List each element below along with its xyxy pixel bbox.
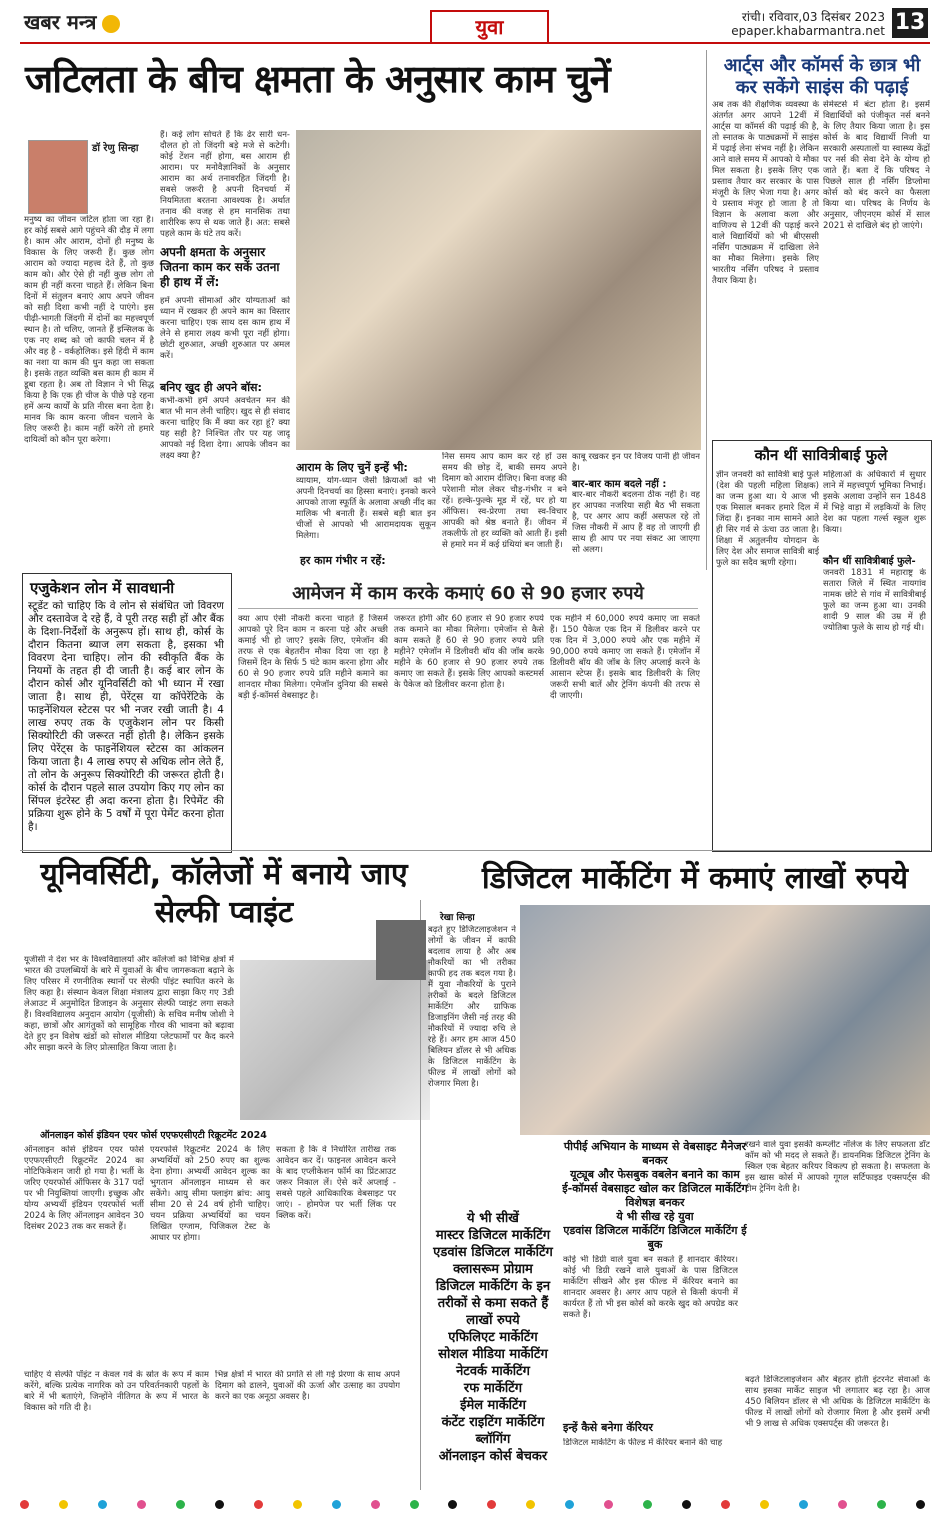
main-col-3: व्यायाम, योग-ध्यान जैसी क्रियाओं को भी अपनी दिनचर्या का हिस्सा बनाएं। इनको करने आपको ताजा स्फूर्ति के अलावा अच्छी नींद का मालिक भी बनाती हैं। सबसे बड़ी बात इन चीजों से आपको भी आरामदायक सुकून मिलेगा।: [296, 476, 436, 541]
author-photo: [28, 140, 88, 214]
loan-body: स्टूडेंट को चाहिए कि वे लोन से संबंधित जो विवरण और दस्तावेज दे रहे हैं, वे पूरी तरह सही हों और बैंक के दिशा-निर्देशों के अनुरूप हों। साथ ही, कोर्स के दौरान कितना ब्याज लग सकता है, इसका भी विवरण देना चाहिए। लोन की स्वीकृति बैंक के नियमों के तहत ही दी जाती है। कई बार लोन के दौरान कोर्स और यूनिवर्सिटी को भी ध्यान में रखा जाता है। साथ ही, पेरेंट्स या कॉपेरेंटिके के फाइनेंशियल स्टेटस पर भी नजर रखी जाती है। 4 लाख रुपए तक के एजुकेशन लोन पर किसी सिक्योरिटी की जरूरत नहीं होती है। लेकिन इसके लिए पेरेंट्स के फाइनेंशियल स्टेटस का आंकलन किया जाता है। 4 लाख रुपए से अधिक लोन लेते हैं, तो लोन के अनुरूप सिक्योरिटी की जरूरत होती है। कोर्स के दौरान पहले साल उपयोग किए गए लोन का सिंपल इंटरेस्ट ही अदा करना होता है। रिपेमेंट की प्रक्रिया शुरू होने के 5 वर्षों में पूरा पेमेंट करना होता है।: [28, 600, 224, 833]
amazon-col-1: क्या आप ऐसी नौकरी करना चाहते हैं जिसमें आपको पूरे दिन काम न करना पड़े और अच्छी कमाई भी हो जाए? इसके लिए, एमेजॉन की तरफ से एक बेहतरीन मौका दिया जा रहा है जिसमें दिन के सिर्फ 5 घंटे काम करना होगा और 60 से 90 हजार रुपये प्रति महीने कमाने का शानदार मौका मिलेगा। एमेजॉन दुनिया की सबसे बड़ी ई-कॉमर्स वेबसाइट है।: [238, 614, 388, 701]
selfie-footer-col-1: चाहिए ये सेल्फी पॉइंट न केवल गर्व के स्रोत के रूप में काम करेंगे, बल्कि प्रत्येक नागरिक को उन परिवर्तनकारी पहलों के बारे में भी बताएंगे, जिन्होंने नीतिगत के रूप में भारत के विकास को गति दी है।: [24, 1370, 209, 1413]
caption-line-4: ये भी सीख रहे युवा: [616, 1210, 694, 1223]
registration-dot: [98, 1500, 107, 1509]
registration-dot: [565, 1500, 574, 1509]
subhead-capacity: अपनी क्षमता के अनुसार जितना काम कर सकें उतना ही हाथ में लें:: [160, 245, 280, 289]
column-divider-2: [420, 900, 421, 1490]
selfie-girl-photo: [240, 960, 430, 1120]
registration-dot: [877, 1500, 886, 1509]
digital-byline: रेखा सिन्हा: [440, 913, 475, 923]
subhead-rest: आराम के लिए चुनें इन्हें भी:: [296, 461, 408, 474]
side-col-1: अब तक की शैक्षणिक व्यवस्था के अंतर्गत अगर आपने 12वीं में आर्ट्स या कॉमर्स की पढ़ाई की है, तो स्नातक के पाठ्यक्रमों में साइंस में पढ़ाई लेना संभव नहीं है। लेकिन आने वाले समय में आपको ये मौका मिल सकता है। इसके लिए एक प्रस्ताव तैयार कर सरकार के पास मंजूरी के लिए भेजा गया है। अगर ये प्रस्ताव मंजूर हो जाता है तो विज्ञान के अलावा कला और वाणिज्य से 12वीं की पढ़ाई करने वाले विद्यार्थियों को भी बीएससी नर्सिंग पाठ्यक्रम में दाखिला लेने का मौका मिलेगा। इसके लिए भारतीय नर्सिंग परिषद ने प्रस्ताव तैयार किया है।: [712, 100, 819, 286]
page-number: 13: [892, 8, 928, 38]
amazon-col-2: जरूरत होगी और 60 हजार से 90 हजार रुपये तक कमाने का मौका मिलेगा। एमेजॉन से कैसे काम सकते हैं 60 से 90 हजार रुपये प्रति महीने? एमेजॉन में डिलीवरी बॉय की जॉब करके महीने के 60 हजार से 90 हजार रुपये तक कमाए जा सकते हैं। इसके लिए आपको कस्टमर्स के पैकेज को डिलीवर करना होता है।: [394, 614, 544, 690]
main-col-5b: बार-बार नौकरी बदलना ठीक नहीं है। वह हर आपका नजरिया सही बैठ भी सकता है, पर अगर आप कहीं असफल रहे तो जिस नौकरी में आप हैं वह तो जाएगी ही साथ ही आप पर नया संकट आ जाएगा सो अलग।: [572, 490, 700, 555]
registration-dot: [59, 1500, 68, 1509]
main-col-2b: हमें अपनी सीमाओं और योग्यताओं को ध्यान में रखकर ही अपने काम का विस्तार करना चाहिए। एक साथ दस काम हाथ में लेने से हमारा लक्ष्य कभी पूरा नहीं होगा। छोटी शुरुआत, अच्छी शुरुआत पर अमल करें।: [160, 296, 290, 361]
dateline: [680, 10, 885, 38]
registration-dot: [760, 1500, 769, 1509]
students-laptop-photo: [296, 130, 701, 450]
main-col-5: काबू रखकर इन पर विजय पानी ही जीवन है।: [572, 452, 700, 473]
selfie-body: यूजीसी ने देश भर के विश्वविद्यालयों और कॉलेजों को विभिन्न क्षेत्रों में भारत की उपलब्धियों के बारे में युवाओं के बीच जागरूकता बढ़ाने के लिए परिसर में रणनीतिक स्थानों पर सेल्फी पॉइंट स्थापित करने के लिए कहा है। संस्थान केवल शिक्षा मंत्रालय द्वारा साझा किए गए 3डी लेआउट में अनुमोदित डिजाइन के अनुसार सेल्फी प्वाइंट लगा सकते हैं। विश्वविद्यालय अनुदान आयोग (यूजीसी) के सचिव मनीष जोशी ने कहा, छात्रों और आगंतुकों को सामूहिक गौरव की भावना को बढ़ावा देते हुए इन विशेष खंडों को सोशल मीडिया प्लेटफार्मों पर कैद करने और साझा करने के लिए प्रोत्साहित किया जाता है।: [24, 955, 234, 1053]
site-link[interactable]: epaper.khabarmantra.net: [731, 24, 885, 38]
list-item: सोशल मीडिया मार्केटिंग: [438, 1347, 548, 1362]
caption-title: पीपीई अभियान के माध्यम से वेबसाइट मैनेजर बनकर: [563, 1140, 747, 1167]
registration-dot: [799, 1500, 808, 1509]
side-col-2: सेमेस्टर्स में बंटा होता है। इसमें विद्यार्थियों को पंजीकृत नर्स बनने के लिए तैयार किया जाता है। इस कोर्स के बाद विद्यार्थी निजी या सरकारी अस्पतालों या स्वास्थ्य केंद्रों पर नर्स की सेवा देने के योग्य हो जाते हैं। बता दें कि परिषद ने पिछले साल ही नर्सिंग डिप्लोमा कोर्स को बंद करने का फैसला किया था। परिषद के निर्णय के अनुसार, जीएनएम कोर्स में साल 2021 से दाखिले बंद हो जाएंगे।: [823, 100, 930, 231]
logo-emblem-icon: [102, 15, 120, 33]
registration-dot: [916, 1500, 925, 1509]
registration-dot: [254, 1500, 263, 1509]
digital-col-3: रखने वाले युवा इसकी कम्प्लीट नॉलेज के लिए सफलता डॉट कॉम को भी मदद ले सकते हैं। डायनमिक डिजिटल ट्रेनिंग के स्किल एक बेहतर करियर विकल्प हो सकता है। सफलता के इस खास कोर्स में आपको गूगल सर्टिफाइड एक्सपर्ट्स की टीम ट्रेनिंग देती है।: [745, 1140, 930, 1194]
list-item: मास्टर डिजिटल मार्केटिंग: [435, 1228, 551, 1243]
registration-dot: [838, 1500, 847, 1509]
main-col-4: निस समय आप काम कर रहे हों उस समय की छोड़ दें, बाकी समय अपने दिमाग को आराम दीजिए। बिना वजह की परेशानी मोल लेकर चौड़-गंभीर न बने रहें। हल्के-फुल्के मूड में रहें, घर हो या ऑफिस। स्व-प्रेरणा तथा स्व-विचार आपकी को श्रेष्ठ बनाते हैं। जीवन में तकलीफें तो हर व्यक्ति को आती हैं। इसी से हमारे मन में कई ग्रंथियां बन जाती हैं।: [442, 452, 567, 550]
list-item: ईमेल मार्केटिंग: [460, 1398, 526, 1413]
airforce-col-3: सकता है कि वे निर्धारित तारीख तक आवेदन कर दें। फाइनल आवेदन करने के बाद एप्लीकेशन फॉर्म का प्रिंटआउट जरूर निकाल लें। ऐसे करें अप्लाई - सबसे पहले आधिकारिक वेबसाइट पर जाएं। - होमपेज पर भर्ती लिंक पर क्लिक करें।: [276, 1145, 396, 1221]
registration-dot: [448, 1500, 457, 1509]
subhead-boss: बनिए खुद ही अपने बॉस:: [160, 381, 262, 394]
list-item: डिजिटल मार्केटिंग के इन तरीकों से कमा सकते हैं लाखों रुपये: [435, 1279, 551, 1328]
students-crowd-photo: [520, 905, 930, 1135]
date-text: रांची। रविवार,03 दिसंबर 2023: [741, 10, 885, 24]
list-item: ब्लॉगिंग: [475, 1432, 511, 1447]
registration-dot: [332, 1500, 341, 1509]
selfie-headline: यूनिवर्सिटी, कॉलेजों में बनाये जाए सेल्फी प्वाइंट: [40, 857, 408, 930]
loan-title: एजुकेशन लोन में सावधानी: [30, 579, 175, 597]
airforce-col-1: ऑनलाइन कोर्स इंडियन एयर फोर्स एएफएसीएटी रिक्रूटमेंट 2024 का नोटिफिकेशन जारी हो गया है। भर्ती के जरिए एयरफोर्स ऑफिसर के 317 पदों पर भी नियुक्तियां जाएगी। इच्छुक और योग्य अभ्यर्थी इंडियन एयरफोर्स भर्ती 2024 के लिए ऑनलाइन आवेदन 30 दिसंबर 2023 तक कर सकते हैं।: [24, 1145, 144, 1232]
registration-dot: [410, 1500, 419, 1509]
list-item: एफिलिएट मार्केटिंग: [448, 1330, 538, 1345]
registration-dot: [20, 1500, 29, 1509]
masthead-logo: खबर मन्त्र: [24, 8, 120, 35]
amazon-col-3: एक महीने में 60,000 रुपये कमाए जा सकते हैं। 150 पैकेज एक दिन में डिलीवर करने पर एक दिन में 3,000 रुपये और एक महीने में 90,000 रुपये कमाए जा सकते हैं। एमेजॉन में डिलीवरी बॉय की जॉब के लिए अप्लाई करने के आसान स्टेप्स हैं। इसके बाद डिलीवरी के लिए जरूरी सभी बातें और ट्रेनिंग कंपनी की तरफ से दी जाएगी।: [550, 614, 700, 701]
selfie-footer-col-2: भिन्न क्षेत्रों में भारत की प्रगति से ली गई प्रेरणा के साथ अपने दिमाग को ढालने, युवाओं की ऊर्जा और उत्साह का उपयोग करने का एक अनूठा अवसर है।: [215, 1370, 400, 1402]
registration-dot: [682, 1500, 691, 1509]
main-col-1: मनुष्य का जीवन जटिल होता जा रहा है। हर कोई सबसे आगे पहुंचने की दौड़ में लगा है। काम और आराम, दोनों ही मनुष्य के विकास के लिए जरूरी हैं। कुछ लोग आराम को ज्यादा महत्त्व देते हैं, तो कुछ काम को। और ऐसे ही नहीं कुछ लोग तो काम ही नहीं करना चाहते हैं। लेकिन बिना दिनों में संतुलन बनाएं आप अपने जीवन को सही दिशा कभी नहीं दे पाएंगे। इस पीढ़ी-भागती जिंदगी में दोनों का महत्त्वपूर्ण स्थान है। तो चलिए, जानते हैं इन्सिलक के एक नए शब्द को जो काफी चलन में है और वह है - वर्कहोलिक। इसे हिंदी में काम का नशा या काम की धुन कहा जा सकता है। इसके तहत व्यक्ति बस काम ही काम में डूबा रहता है। अब तो विज्ञान ने भी सिद्ध किया है कि एक ही चीज के पीछे पड़े रहना हमें अन्य कार्यों के प्रति नीरस बना देता है। मानव कि काम करना जीवन चलाने के लिए जरूरी है। काम नहीं करेंगे तो हमारे दायित्वों को कौन पूरा करेगा।: [24, 215, 154, 445]
registration-dot: [215, 1500, 224, 1509]
registration-dot: [526, 1500, 535, 1509]
section-divider: [20, 850, 930, 851]
learn-list: [428, 1210, 558, 1465]
digital-caption: [560, 1140, 750, 1252]
list-item: ऑनलाइन कोर्स बेचकर: [438, 1449, 548, 1464]
registration-dot: [643, 1500, 652, 1509]
airforce-col-2: एयरफोर्स रिक्रूटमेंट 2024 के लिए अभ्यर्थियों को 250 रुपए का शुल्क देना होगा। अभ्यर्थी आवेदन शुल्क का भुगतान ऑनलाइन माध्यम से कर सकेंगे। आयु सीमा फ्लाइंग ब्रांच: आयु सीमा 20 से 24 वर्ष होनी चाहिए। चयन प्रक्रिया अभ्यर्थियों का चयन लिखित एग्जाम, पिजिकल टेस्ट के आधार पर होगा।: [150, 1145, 270, 1243]
digital-col-2: कोई भी डिग्री वाले युवा बन सकते हैं शानदार कॅरियर। कोई भी डिग्री रखने वाले युवाओं के पास डिजिटल मार्केटिंग सीखने और इस फील्ड में कॅरियर बनाने का शानदार अवसर है। अगर आप पहले से किसी कंपनी में कार्यरत हैं तो भी इस कोर्स को करके खुद को अपग्रेड कर सकते हैं।: [563, 1255, 738, 1320]
caption-line-5: एडवांस डिजिटल मार्केटिंग डिजिटल मार्केटिंग ई बुक: [563, 1224, 747, 1251]
main-headline: जटिलता के बीच क्षमता के अनुसार काम चुनें: [25, 57, 610, 101]
digital-col-1: बढ़ते हुए डिजिटलाइजेशन ने लोगों के जीवन में काफी बदलाव लाया है और अब नौकरियों का भी तरीका काफी हद तक बदल गया है। मैं युवा नौकरियों के पुराने तरीकों के बदले डिजिटल मार्केटिंग और ग्राफिक डिजाइनिंग जैसी नई तरह की नौकरियों में ज्यादा रुचि ले रहे हैं। अगर हम आज 450 बिलियन डॉलर से भी अधिक के डिजिटल मार्केटिंग के फील्ड में लाखों लोगों को रोजगार मिला है।: [428, 925, 516, 1089]
main-col-2: हैं। कई लोग सोचते हैं कि ढेर सारी धन-दौलत हो तो जिंदगी बड़े मजे से कटेगी। कोई टेंशन नहीं होगा, बस आराम ही आराम। पर मनोवैज्ञानिकों के अनुसार आराम का अर्थ तनावरहित जिंदगी है। सबसे जरूरी है अपनी दिनचर्या में नियमितता बरतना आवश्यक है। अर्थात तनाव की वजह से हम मानसिक तथा शारीरिक रूप से थक जाते हैं। अत: सबसे पहले काम के घंटे तय करें।: [160, 130, 290, 239]
author-photo-digital: [376, 920, 426, 980]
savitribai-subhead: कौन थीं सावित्रीबाई फुले-: [823, 556, 916, 567]
registration-dot: [371, 1500, 380, 1509]
side-headline: आर्ट्स और कॉमर्स के छात्र भी कर सकेंगे साइंस की पढ़ाई: [723, 55, 921, 98]
section-tag: युवा: [430, 10, 549, 44]
digital-col-2b: डिजिटल मार्केटिंग के फील्ड में कॅरियर बनाने की चाह: [563, 1438, 723, 1448]
savitribai-col-1: ज्ञीन जनवरी को सावित्री बाई फुले (देश की पहली महिला शिक्षक) का जन्म हुआ था। ये आज भी एक मिसाल बनकर हमारे दिल में जिंदा हैं। इनका नाम सामने आते ही सिर गर्व से ऊंचा उठ जाता है। शिक्षा में अतुलनीय योगदान के लिए देश और समाज सावित्री बाई फुले का सदैव ऋणी रहेगा।: [716, 470, 819, 568]
list-item: रफ मार्केटिंग: [463, 1381, 523, 1396]
registration-dot: [604, 1500, 613, 1509]
learn-list-head: ये भी सीखें: [467, 1211, 519, 1226]
registration-dot: [721, 1500, 730, 1509]
column-divider: [706, 50, 707, 570]
savitribai-title: कौन थीं सावित्रीबाई फुले: [754, 446, 888, 464]
main-col-2c: कभी-कभी हमें अपने अवचेतन मन की बात भी मान लेनी चाहिए। खुद से ही संवाद करना चाहिए कि मैं क्या कर रहा हूं? क्या यह सही है? निश्चित तौर पर यह जादू आपको नई दिशा देगा। आपके जीवन का लक्ष्य क्या है?: [160, 396, 290, 461]
byline: डॉ रेणु सिन्हा: [92, 143, 139, 154]
subhead-serious: हर काम गंभीर न रहें:: [300, 554, 386, 567]
amazon-headline: आमेजन में काम करके कमाएं 60 से 90 हजार रुपये: [238, 580, 698, 609]
masthead-divider: [20, 42, 930, 44]
registration-dot: [293, 1500, 302, 1509]
digital-col-3b: बढ़ते डिजिटलाइजेशन और बेहतर होती इंटरनेट सेवाओं के साथ इसका मार्केट साइज भी लगातार बढ़ रहा है। आज 450 बिलियन डॉलर से भी अधिक के डिजिटल मार्केटिंग के फील्ड में लाखों लोगों को रोजगार मिला है और इसमें अभी भी 9 लाख से अधिक एक्सपर्ट्स की जरूरत है।: [745, 1375, 930, 1429]
caption-line-2: यूट्यूब और फेसबुक वबलेन बनाने का काम: [570, 1168, 740, 1181]
registration-dot: [137, 1500, 146, 1509]
list-item: एडवांस डिजिटल मार्केटिंग क्लासरूम प्रोग्राम: [433, 1245, 553, 1277]
airforce-ad-title: ऑनलाइन कोर्स इंडियन एयर फोर्स एएफएसीएटी रिक्रूटमेंट 2024: [40, 1130, 267, 1141]
registration-dot: [487, 1500, 496, 1509]
caption-line-3: ई-कॉमर्स वेबसाइट खोल कर डिजिटल मार्केटिंग विशेषज्ञ बनकर: [562, 1182, 748, 1209]
savitribai-col-2: महिलाओं के अधिकारों में सुधार लाने में महत्त्वपूर्ण भूमिका निभाई। इसके अलावा उन्होंने सन 1848 में भिड़े वाड़ा में लड़कियों के लिए देश का पहला गर्ल्स स्कूल शुरू किया।: [823, 470, 926, 535]
color-registration-strip: [20, 1500, 925, 1510]
career-subhead: इन्हें कैसे बनेगा कॅरियर: [563, 1421, 654, 1434]
digital-headline: डिजिटल मार्केटिंग में कमाएं लाखों रुपये: [481, 861, 909, 896]
list-item: नेटवर्क मार्केटिंग: [456, 1364, 530, 1379]
subhead-job-change: बार-बार काम बदले नहीं :: [572, 479, 667, 490]
registration-dot: [176, 1500, 185, 1509]
list-item: कंटेंट राइटिंग मार्केटिंग: [441, 1415, 545, 1430]
savitribai-col-2b: जनवरी 1831 में महाराष्ट्र के सतारा जिले में स्थित नायगांव नामक छोटे से गांव में सावित्रीबाई फुले का जन्म हुआ था। उनकी शादी 9 साल की उम्र में ही ज्योतिबा फुले के साथ हो गई थी।: [823, 568, 926, 633]
